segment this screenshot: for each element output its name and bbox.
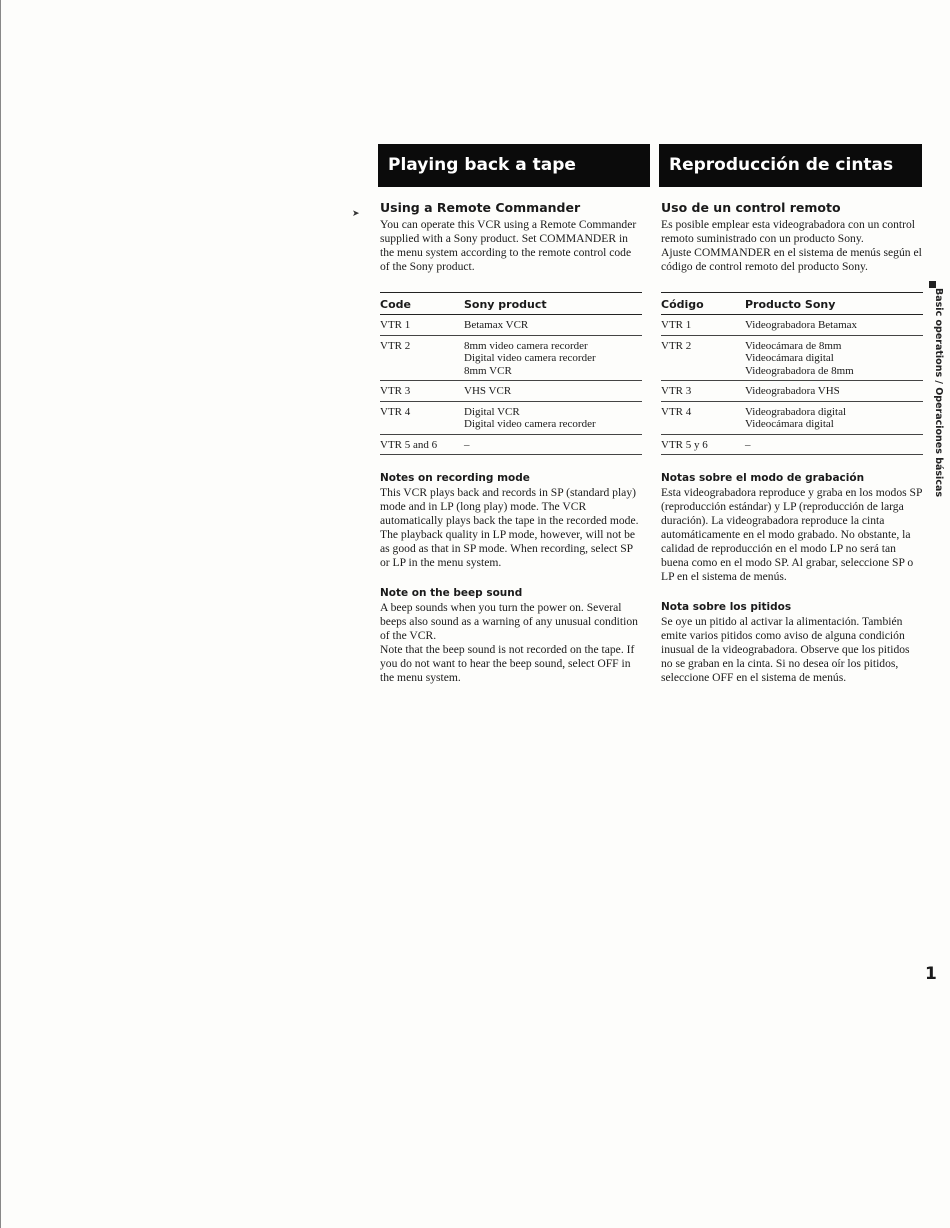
table-row [380,335,642,381]
table-row [661,315,923,336]
product-line: Videograbadora de 8mm [745,364,854,377]
column-spanish [661,200,923,685]
col-header-code: Code [380,293,464,315]
product-cell [464,381,642,402]
notes-recording-text: Esta videograbadora reproduce y graba en los modos SP (reproducción estándar) y LP (reproducción de larga duración). La videograbadora reproduce la cinta automáticamente en el modo grabado. No obstante, la calidad de reproducción en el modo LP no será tan buena como en el modo SP. Al grabar, seleccione SP o LP en el sistema de menús. [661,486,923,583]
table-header-row [380,293,642,315]
section-title-en: Playing back a tape [388,155,576,175]
product-line: 8mm VCR [464,364,512,377]
beep-text: Se oye un pitido al activar la alimentación. También emite varios pitidos como aviso de alguna condición inusual de la videograbadora. Observe que los pitidos no se graban en la cinta. Si no desea oír los pitidos, seleccione OFF en el sistema de menús. [661,615,910,684]
product-line: Videocámara digital [745,418,834,430]
product-cell [745,315,923,336]
code-cell: VTR 5 and 6 [380,434,464,455]
heading-control-remoto: Uso de un control remoto [661,200,841,215]
product-cell [745,381,923,402]
table-row [661,335,923,381]
code-cell: VTR 1 [380,315,464,336]
heading-pitidos: Nota sobre los pitidos [661,601,792,613]
intro-text: You can operate this VCR using a Remote Commander supplied with a Sony product. Set COMMANDER in the menu system according to the remote control code of the Sony product. [380,218,637,273]
code-cell: VTR 4 [661,401,745,434]
page-edge [0,0,1,1228]
heading-notas-grabacion: Notas sobre el modo de grabación [661,472,865,484]
code-table-es [661,292,923,455]
product-line: Videocámara de 8mm [745,339,842,352]
product-line: Videocámara digital [745,352,834,364]
product-line: Digital VCR [464,405,520,418]
side-section-tab: Basic operations / Operaciones básicas [933,288,944,498]
column-english [380,200,642,685]
table-row [661,401,923,434]
product-line: Digital video camera recorder [464,352,596,364]
product-cell [745,434,923,455]
heading-notes-recording: Notes on recording mode [380,472,530,484]
section-banner-en [378,144,650,187]
section-title-es: Reproducción de cintas [669,155,894,175]
product-line: Digital video camera recorder [464,418,596,430]
page-number: 1 [925,964,937,984]
product-cell [464,401,642,434]
code-cell: VTR 3 [380,381,464,402]
code-cell: VTR 3 [661,381,745,402]
product-line: – [464,438,470,451]
product-line: Videograbadora Betamax [745,319,858,331]
col-header-product: Producto Sony [745,293,923,315]
table-row [380,315,642,336]
product-cell [745,335,923,381]
table-row [380,401,642,434]
beep-text: A beep sounds when you turn the power on. Several beeps also sound as a warning of any unusual condition of the VCR. [380,601,638,642]
heading-remote-commander: Using a Remote Commander [380,200,581,215]
code-cell: VTR 2 [380,335,464,381]
code-cell: VTR 5 y 6 [661,434,745,455]
product-cell [745,401,923,434]
intro-text: Ajuste COMMANDER en el sistema de menús según el código de control remoto del producto Sony. [661,246,922,273]
beep-text: Note that the beep sound is not recorded on the tape. If you do not want to hear the beep sound, select OFF in the menu system. [380,643,635,684]
product-line: Videograbadora digital [745,405,847,418]
table-row [380,434,642,455]
table-row [380,381,642,402]
intro-text: Es posible emplear esta videograbadora con un control remoto suministrado con un producto Sony. [661,218,916,245]
section-tab-marker [929,281,936,288]
table-row [661,381,923,402]
heading-beep: Note on the beep sound [380,587,523,599]
product-cell [464,434,642,455]
product-cell [464,315,642,336]
code-cell: VTR 4 [380,401,464,434]
product-cell [464,335,642,381]
section-banner-es [659,144,922,187]
notes-recording-text: This VCR plays back and records in SP (standard play) mode and in LP (long play) mode. The VCR automatically plays back the tape in the recorded mode. The playback quality in LP mode, however, will not be as good as that in SP mode. When recording, select SP or LP in the menu system. [380,486,639,569]
col-header-code: Código [661,293,745,315]
code-cell: VTR 1 [661,315,745,336]
product-line: Betamax VCR [464,319,529,331]
product-line: – [745,438,751,451]
col-header-product: Sony product [464,293,642,315]
table-row [661,434,923,455]
product-line: VHS VCR [464,385,512,397]
code-table-en [380,292,642,455]
pointer-arrow-icon: ➤ [352,209,360,219]
code-cell: VTR 2 [661,335,745,381]
product-line: 8mm video camera recorder [464,339,588,352]
table-header-row [661,293,923,315]
product-line: Videograbadora VHS [745,385,840,397]
